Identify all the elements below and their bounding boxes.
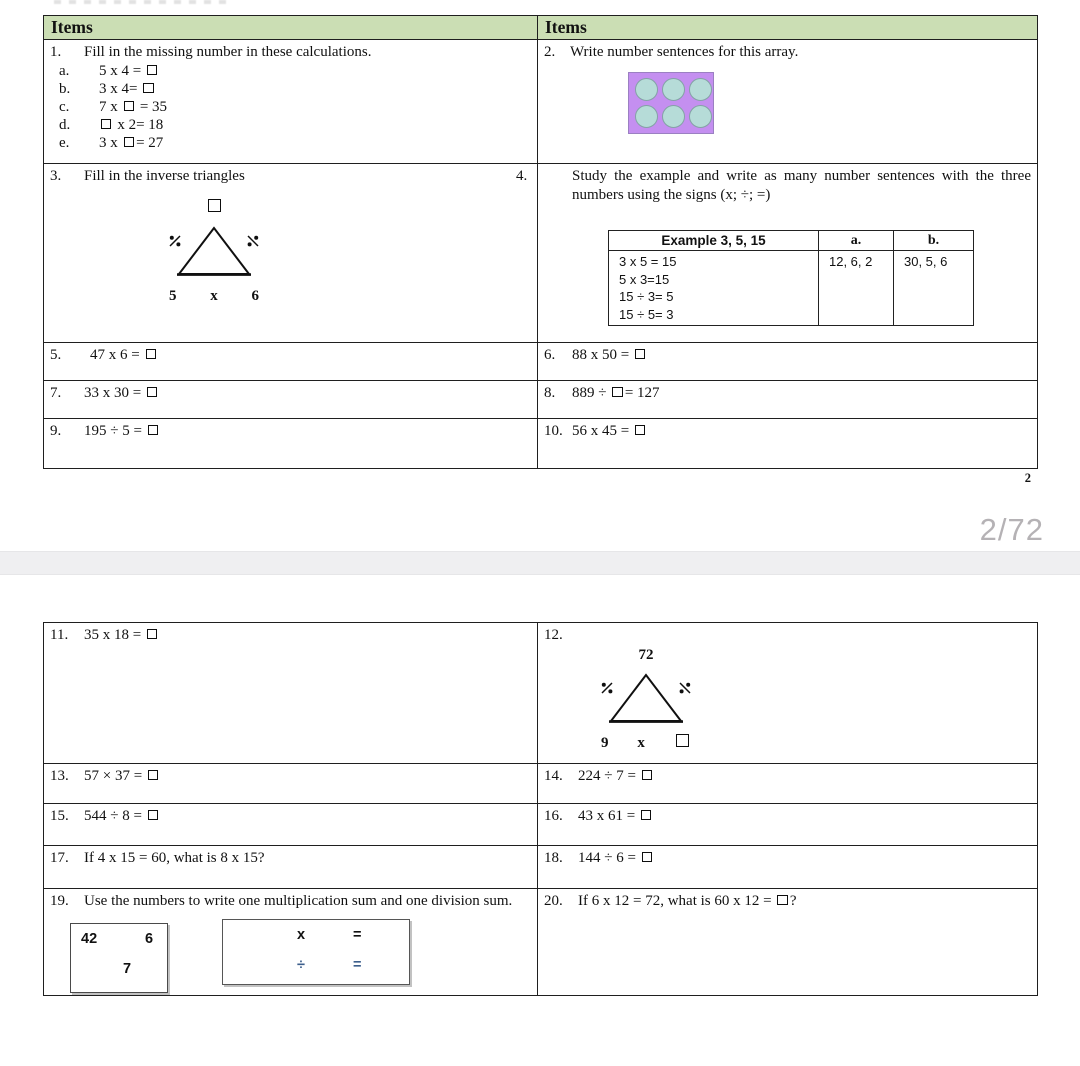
number-value: 42 xyxy=(81,931,98,947)
question-2-text: 2. Write number sentences for this array. xyxy=(544,44,799,60)
equation: x 2= 18 xyxy=(99,117,163,133)
triangle-bottom-values: 9 x xyxy=(586,734,706,753)
equation: 144 ÷ 6 = xyxy=(578,850,654,866)
equation: 544 ÷ 8 = xyxy=(84,808,160,824)
question-4-text: 4. Study the example and write as many number sentences with the three numbers using the signs (x; ÷; =) xyxy=(516,168,1031,203)
multiply-sign: x xyxy=(297,927,306,943)
division-mark-right-icon xyxy=(680,683,691,694)
question-17-cell: 17. If 4 x 15 = 60, what is 8 x 15? xyxy=(44,846,538,889)
array-counter-icon xyxy=(689,105,712,128)
division-mark-right-icon xyxy=(248,236,259,247)
answer-box-icon xyxy=(635,349,645,359)
example-b-numbers: 30, 5, 6 xyxy=(894,251,974,326)
question-16-cell: 16. 43 x 61 = xyxy=(538,804,1038,846)
answer-box-icon xyxy=(148,770,158,780)
signs-box xyxy=(222,919,410,985)
question-11-cell: 11. 35 x 18 = xyxy=(44,623,538,764)
equation: 88 x 50 = xyxy=(572,347,648,363)
equation: 33 x 30 = xyxy=(84,385,160,401)
question-6-cell: 6. 88 x 50 = xyxy=(538,343,1038,381)
question-5-cell: 5. 47 x 6 = xyxy=(44,343,538,381)
divide-sign: ÷ xyxy=(297,957,305,973)
question-1-item-c: c. 7 x = 35 xyxy=(59,99,168,115)
answer-box-icon xyxy=(612,387,622,397)
question-number: 4. xyxy=(516,168,528,184)
answer-box-icon xyxy=(124,101,134,111)
question-3-cell xyxy=(44,164,538,343)
array-counter-icon xyxy=(689,78,712,101)
question-number: 3. xyxy=(50,168,62,184)
viewer-page-indicator: 2/72 xyxy=(979,512,1044,547)
equation: If 4 x 15 = 60, what is 8 x 15? xyxy=(84,850,265,866)
array-counter-icon xyxy=(662,78,685,101)
equation: 43 x 61 = xyxy=(578,808,654,824)
inverse-triangle-figure xyxy=(586,646,706,753)
example-table xyxy=(608,230,974,326)
division-mark-left-icon xyxy=(170,236,181,247)
example-table-header-b: b. xyxy=(894,231,974,251)
equation: 889 ÷ = 127 xyxy=(572,385,660,401)
question-14-cell: 14. 224 ÷ 7 = xyxy=(538,764,1038,804)
answer-box-icon xyxy=(148,810,158,820)
question-12-label: 12. xyxy=(544,627,563,643)
worksheet-page-2 xyxy=(43,622,1038,996)
question-15-cell: 15. 544 ÷ 8 = xyxy=(44,804,538,846)
example-table-header: Example 3, 5, 15 xyxy=(609,231,819,251)
clipped-text-remnant xyxy=(54,0,232,4)
equation: 7 x = 35 xyxy=(99,99,168,115)
question-20-cell: 20. If 6 x 12 = 72, what is 60 x 12 = ? xyxy=(538,889,1038,996)
equation: 3 x = 27 xyxy=(99,135,164,151)
question-1-item-a: a. 5 x 4 = xyxy=(50,62,531,80)
items-header-right: Items xyxy=(538,16,1038,40)
answer-box-icon xyxy=(642,770,652,780)
question-19-text: 19. Use the numbers to write one multiplication sum and one division sum. xyxy=(50,893,513,909)
example-table-header-a: a. xyxy=(819,231,894,251)
answer-box-icon xyxy=(641,810,651,820)
question-13-cell: 13. 57 × 37 = xyxy=(44,764,538,804)
question-2-cell xyxy=(538,40,1038,164)
question-3-text: 3. Fill in the inverse triangles xyxy=(50,168,245,184)
equation: 57 × 37 = xyxy=(84,768,161,784)
answer-box-icon xyxy=(777,895,787,905)
worksheet-page-1 xyxy=(43,15,1038,469)
answer-box-icon xyxy=(642,852,652,862)
array-counter-icon xyxy=(635,78,658,101)
question-1-text: 1. Fill in the missing number in these calculations. xyxy=(50,44,372,60)
division-mark-left-icon xyxy=(602,683,613,694)
question-10-cell: 10. 56 x 45 = xyxy=(538,419,1038,469)
triangle-bottom-values: 5 x 6 xyxy=(169,288,259,304)
question-number: 1. xyxy=(50,44,62,60)
answer-box-icon xyxy=(147,629,157,639)
equals-sign: = xyxy=(353,957,362,973)
equation: 3 x 4= xyxy=(99,81,156,97)
equation: 224 ÷ 7 = xyxy=(578,768,654,784)
equation: 35 x 18 = xyxy=(84,627,160,643)
triangle-shape xyxy=(179,228,249,274)
equation: 195 ÷ 5 = xyxy=(84,423,160,439)
triangle-top-value xyxy=(154,199,274,217)
equation: 5 x 4 = xyxy=(99,63,160,79)
question-18-cell: 18. 144 ÷ 6 = xyxy=(538,846,1038,889)
array-counter-icon xyxy=(662,105,685,128)
triangle-diagram xyxy=(586,669,706,727)
answer-box-icon xyxy=(146,349,156,359)
question-1-item-e: e. 3 x = 27 xyxy=(59,135,164,151)
triangle-top-value: 72 xyxy=(638,647,654,663)
page-separator xyxy=(0,551,1080,575)
numbers-box xyxy=(70,923,168,993)
answer-box-icon xyxy=(208,199,221,212)
question-19-cell xyxy=(44,889,538,996)
question-12-cell xyxy=(538,623,1038,764)
answer-box-icon xyxy=(101,119,111,129)
answer-box-icon xyxy=(143,83,153,93)
question-8-cell: 8. 889 ÷ = 127 xyxy=(538,381,1038,419)
question-1-cell xyxy=(44,40,538,164)
answer-box-icon xyxy=(676,734,689,747)
document-page-number: 2 xyxy=(1024,471,1031,485)
equation: If 6 x 12 = 72, what is 60 x 12 = ? xyxy=(578,893,797,909)
triangle-diagram xyxy=(154,222,274,280)
items-header-left: Items xyxy=(44,16,538,40)
question-number: 2. xyxy=(544,44,556,60)
question-9-cell: 9. 195 ÷ 5 = xyxy=(44,419,538,469)
question-4-cell xyxy=(516,164,1038,343)
question-1-item-b: b. 3 x 4= xyxy=(50,80,531,98)
answer-box-icon xyxy=(147,65,157,75)
array-counter-icon xyxy=(635,105,658,128)
equation: 47 x 6 = xyxy=(84,347,158,363)
answer-box-icon xyxy=(635,425,645,435)
answer-box-icon xyxy=(148,425,158,435)
number-value: 7 xyxy=(123,961,132,977)
counters-array-figure xyxy=(628,72,714,134)
number-value: 6 xyxy=(145,931,154,947)
answer-box-icon xyxy=(124,137,134,147)
question-1-item-d: d. x 2= 18 xyxy=(59,117,164,133)
example-sentences: 3 x 5 = 15 5 x 3=15 15 ÷ 3= 5 15 ÷ 5= 3 xyxy=(609,251,819,326)
equation: 56 x 45 = xyxy=(572,423,648,439)
inverse-triangle-figure xyxy=(154,199,274,306)
question-7-cell: 7. 33 x 30 = xyxy=(44,381,538,419)
example-a-numbers: 12, 6, 2 xyxy=(819,251,894,326)
answer-box-icon xyxy=(147,387,157,397)
triangle-shape xyxy=(611,675,681,721)
equals-sign: = xyxy=(353,927,362,943)
